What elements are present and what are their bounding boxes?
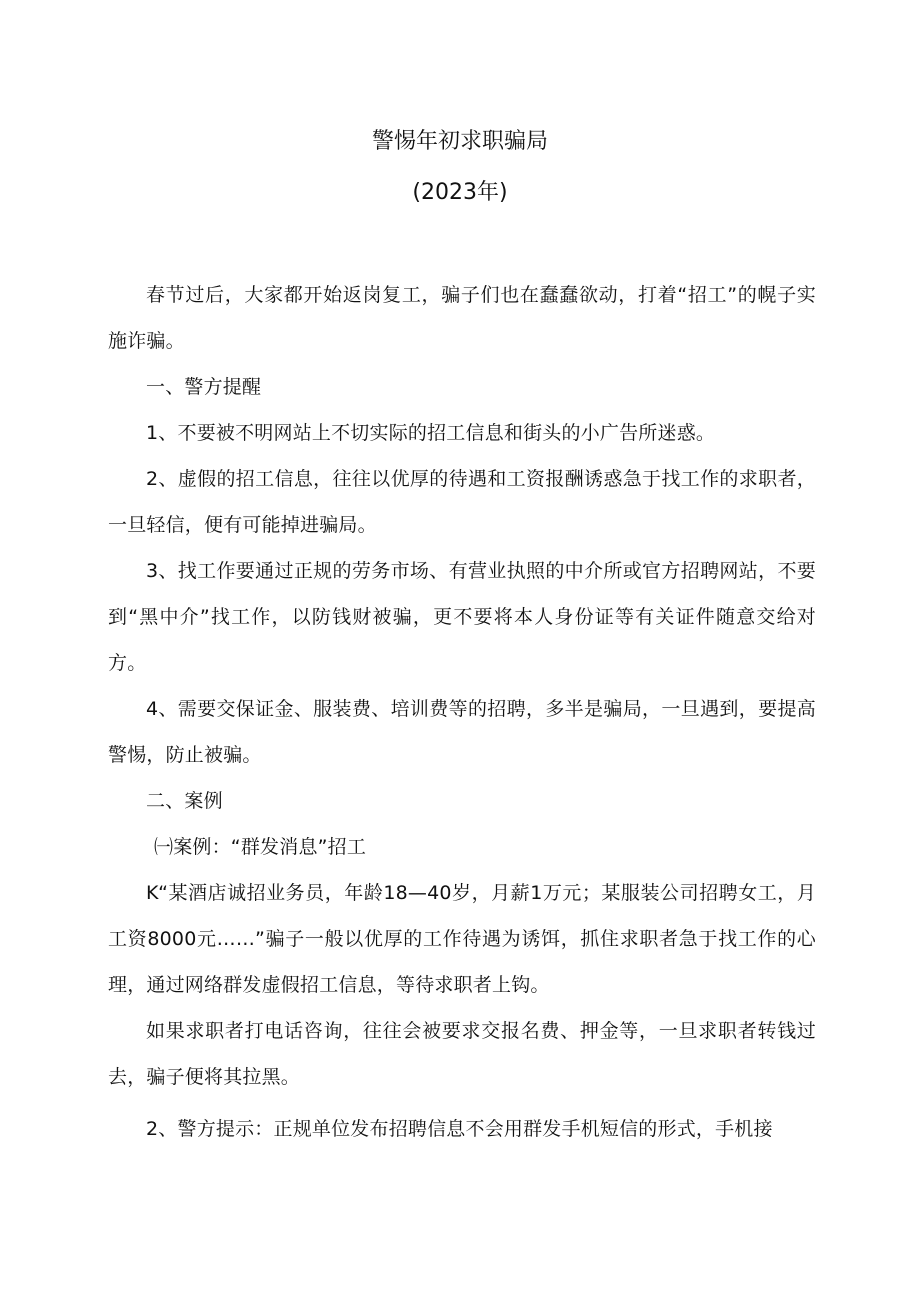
document-title: 警惕年初求职骗局: [371, 129, 548, 154]
section-heading-cases: 二、案例: [146, 790, 223, 812]
case-paragraph-2: 如果求职者打电话咨询，往往会被要求交报名费、押金等，一旦求职者转钱过去，骗子便将其拉黑。: [108, 1020, 816, 1088]
section-heading-police-reminder: 一、警方提醒: [146, 376, 262, 398]
reminder-item-3: 3、找工作要通过正规的劳务市场、有营业执照的中介所或官方招聘网站，不要到“黑中介”找工作，以防钱财被骗，更不要将本人身份证等有关证件随意交给对方。: [108, 560, 816, 674]
case-heading-1: ㈠案例：“群发消息”招工: [154, 836, 367, 858]
case-paragraph-1: K“某酒店诚招业务员，年龄18—40岁，月薪1万元；某服装公司招聘女工，月工资8000元……”骗子一般以优厚的工作待遇为诱饵，抓住求职者急于找工作的心理，通过网络群发虚假招工信息，等待求职者上钩。: [108, 882, 816, 996]
reminder-item-2: 2、虚假的招工信息，往往以优厚的待遇和工资报酬诱惑急于找工作的求职者，一旦轻信，便有可能掉进骗局。: [108, 468, 816, 536]
police-tip-paragraph: 2、警方提示：正规单位发布招聘信息不会用群发手机短信的形式，手机接: [146, 1118, 773, 1140]
reminder-item-1: 1、不要被不明网站上不切实际的招工信息和街头的小广告所迷惑。: [146, 422, 716, 444]
document-year: (2023年): [412, 180, 508, 205]
document-body: [108, 272, 816, 1152]
paragraph-intro: 春节过后，大家都开始返岗复工，骗子们也在蠢蠢欲动，打着“招工”的幌子实施诈骗。: [108, 284, 816, 352]
reminder-item-4: 4、需要交保证金、服装费、培训费等的招聘，多半是骗局，一旦遇到，要提高警惕，防止被骗。: [108, 698, 816, 766]
